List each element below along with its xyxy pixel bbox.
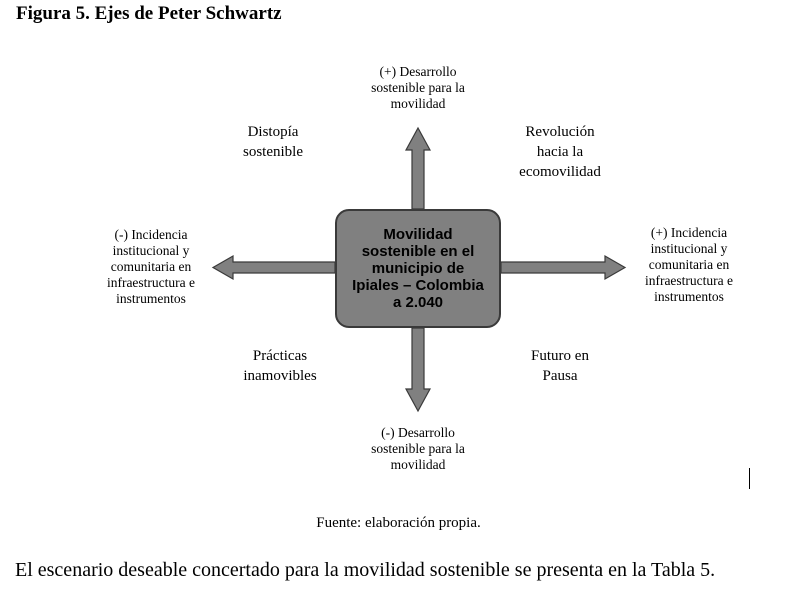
figure-source: Fuente: elaboración propia. [316,515,481,531]
figure-title: Figura 5. Ejes de Peter Schwartz [16,3,282,24]
axis-top-label: (+) Desarrollo sostenible para la movilidad [371,64,465,111]
arrow-right [501,256,625,279]
quadrant-bottom-right-label: Futuro en Pausa [531,348,589,384]
arrow-left [213,256,335,279]
text-cursor [749,468,750,489]
axis-right-label: (+) Incidencia institucional y comunitaria en infraestructura e instrumentos [644,225,734,304]
quadrant-top-right-label: Revolución hacia la ecomovilidad [519,124,601,180]
axis-bottom-label: (-) Desarrollo sostenible para la movilidad [371,425,465,472]
axis-left-label: (-) Incidencia institucional y comunitaria en infraestructura e instrumentos [106,227,196,306]
arrow-up [406,128,430,209]
center-node [335,209,501,328]
quadrant-bottom-left-label: Prácticas inamovibles [243,348,317,384]
arrow-down [406,328,430,411]
body-paragraph: El escenario deseable concertado para la movilidad sostenible se presenta en la Tabla 5. [15,559,716,581]
center-node-label: Movilidad sostenible en el municipio de Ipiales – Colombia a 2.040 [352,226,484,311]
quadrant-top-left-label: Distopía sostenible [243,124,303,160]
